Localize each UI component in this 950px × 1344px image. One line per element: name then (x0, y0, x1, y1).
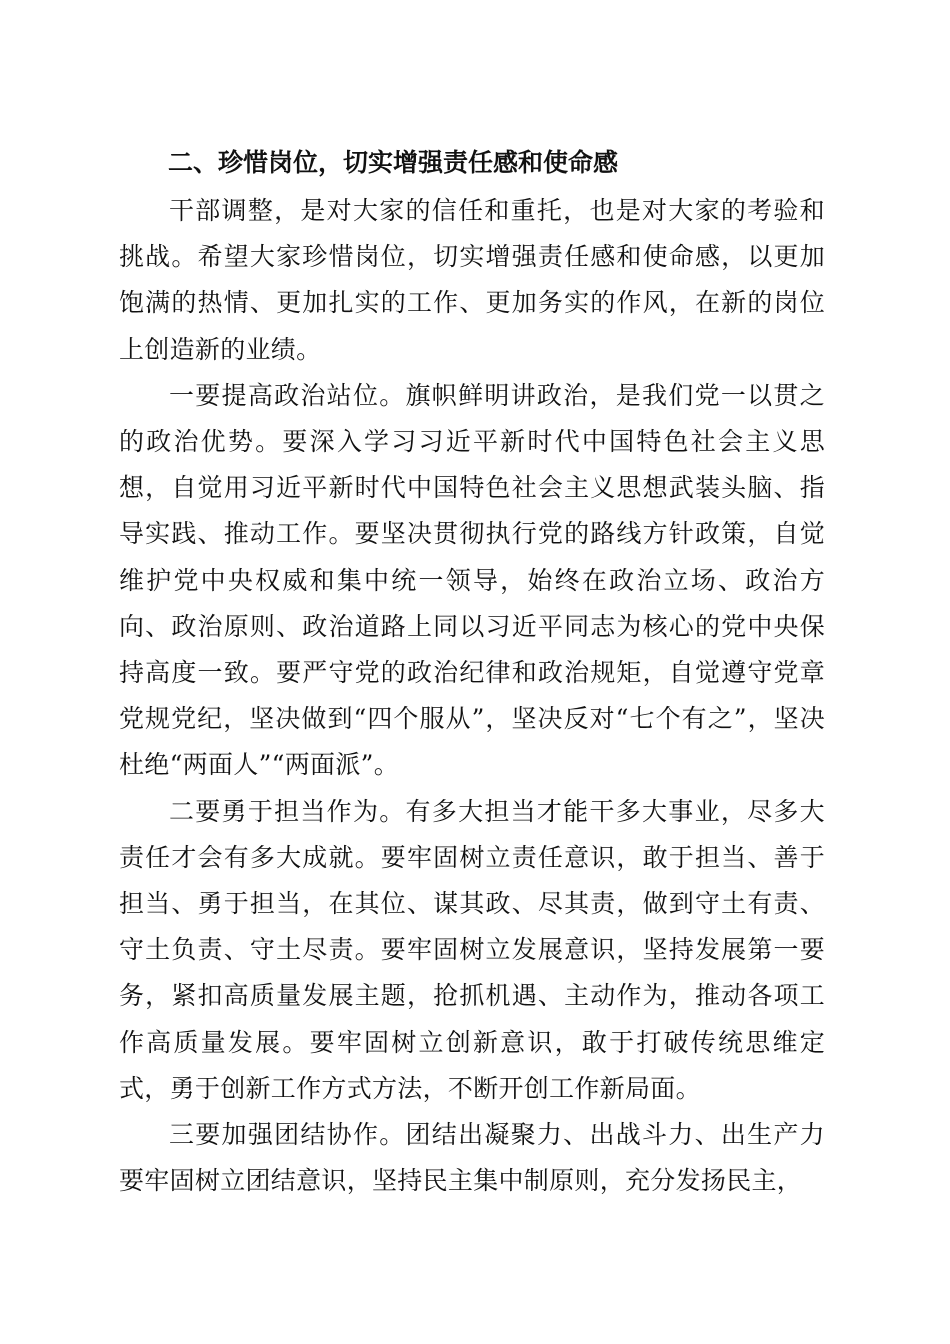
section-heading: 二、珍惜岗位，切实增强责任感和使命感 (168, 148, 619, 177)
paragraph-responsibility: 二要勇于担当作为。有多大担当才能干多大事业，尽多大责任才会有多大成就。要牢固树立责任意识，敢于担当、善于担当、勇于担当，在其位、谋其政、尽其责，做到守土有责、守土负责、守土尽责。要牢固树立发展意识，坚持发展第一要务，紧扣高质量发展主题，抢抓机遇、主动作为，推动各项工作高质量发展。要牢固树立创新意识，敢于打破传统思维定式，勇于创新工作方式方法，不断开创工作新局面。 (119, 796, 825, 1103)
paragraph-political-stance: 一要提高政治站位。旗帜鲜明讲政治，是我们党一以贯之的政治优势。要深入学习习近平新时代中国特色社会主义思想，自觉用习近平新时代中国特色社会主义思想武装头脑、指导实践、推动工作。要坚决贯彻执行党的路线方针政策，自觉维护党中央权威和集中统一领导，始终在政治立场、政治方向、政治原则、政治道路上同以习近平同志为核心的党中央保持高度一致。要严守党的政治纪律和政治规矩，自觉遵守党章党规党纪，坚决做到“四个服从”，坚决反对“七个有之”，坚决杜绝“两面人”“两面派”。 (119, 380, 825, 780)
paragraph-unity: 三要加强团结协作。团结出凝聚力、出战斗力、出生产力要牢固树立团结意识，坚持民主集中制原则，充分发扬民主， (119, 1120, 825, 1196)
paragraph-intro: 干部调整，是对大家的信任和重托，也是对大家的考验和挑战。希望大家珍惜岗位，切实增强责任感和使命感，以更加饱满的热情、更加扎实的工作、更加务实的作风，在新的岗位上创造新的业绩。 (119, 196, 825, 364)
document-body (119, 141, 825, 1204)
